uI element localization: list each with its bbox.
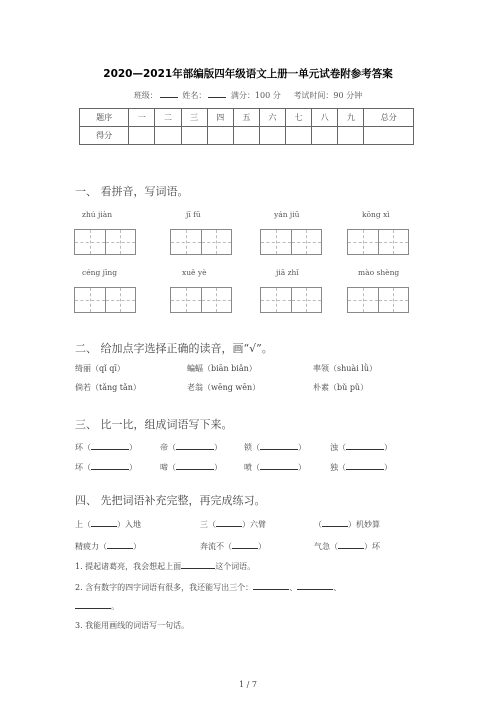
compare-char: 独（	[330, 463, 346, 472]
section-4-title: 四、 先把词语补充完整，再完成练习。	[75, 494, 266, 507]
compare-item[interactable]	[330, 461, 392, 473]
idiom-prefix: 精疲力（	[75, 542, 107, 551]
close-paren: ）	[129, 463, 137, 472]
answer-blank[interactable]	[260, 441, 298, 450]
answer-blank[interactable]	[107, 540, 133, 549]
answer-blank[interactable]	[346, 461, 384, 470]
class-blank	[160, 97, 178, 98]
score-cell[interactable]	[129, 127, 155, 145]
answer-blank[interactable]	[91, 518, 117, 527]
score-cell[interactable]	[233, 127, 259, 145]
idiom-suffix: ）六臂	[242, 520, 266, 529]
score-table	[79, 108, 414, 145]
section-2-title: 二、 给加点字选择正确的读音，画“√”。	[75, 342, 273, 355]
reading-choice[interactable]: 朴素（bǔ pǔ）	[313, 383, 369, 392]
compare-char: 帝（	[160, 443, 176, 452]
question-2	[75, 581, 341, 593]
compare-char: 啼（	[160, 463, 176, 472]
answer-blank[interactable]	[91, 461, 129, 470]
idiom-prefix: （	[314, 520, 322, 529]
compare-item[interactable]	[244, 441, 306, 453]
reading-choice[interactable]: 率领（shuài lǜ）	[313, 364, 377, 373]
idiom-suffix: ）入地	[117, 520, 141, 529]
compare-item[interactable]	[75, 461, 137, 473]
answer-blank[interactable]	[176, 441, 214, 450]
pinyin-label: jī fū	[186, 210, 201, 219]
score-cell: 六	[259, 109, 285, 127]
question-text: 2. 含有数字的四字词语有很多，我还能写出三个：	[75, 583, 254, 592]
compare-item[interactable]	[160, 461, 222, 473]
idiom-item[interactable]	[314, 518, 380, 530]
idiom-prefix: 气急（	[314, 542, 338, 551]
score-cell: 总分	[364, 109, 414, 127]
separator: 、	[333, 583, 342, 592]
pinyin-label: xuě yè	[182, 268, 207, 277]
writing-grid[interactable]	[170, 287, 232, 313]
close-paren: ）	[384, 443, 392, 452]
compare-item[interactable]	[75, 441, 137, 453]
score-cell: 三	[181, 109, 207, 127]
pinyin-label: kōng xì	[362, 210, 390, 219]
compare-item[interactable]	[330, 441, 392, 453]
score-cell[interactable]	[155, 127, 181, 145]
score-cell[interactable]	[312, 127, 338, 145]
score-value-row	[80, 127, 414, 145]
reading-choice[interactable]: 蝙蝠（biān biǎn）	[187, 364, 257, 373]
close-paren: ）	[214, 463, 222, 472]
writing-grid[interactable]	[260, 287, 322, 313]
period: 。	[111, 602, 119, 611]
idiom-suffix: ）机妙算	[348, 520, 380, 529]
answer-blank[interactable]	[297, 581, 333, 590]
section-3-title: 三、 比一比，组成词语写下来。	[75, 418, 233, 431]
idiom-item[interactable]	[200, 518, 266, 530]
question-text: 1. 提起诸葛亮，我会想起上面	[75, 562, 182, 571]
reading-choice[interactable]: 倘若（tǎng tǎn）	[75, 383, 141, 392]
score-cell: 二	[155, 109, 181, 127]
answer-blank[interactable]	[346, 441, 384, 450]
answer-blank[interactable]	[75, 600, 111, 609]
close-paren: ）	[129, 443, 137, 452]
separator: 、	[289, 583, 298, 592]
answer-blank[interactable]	[232, 540, 258, 549]
score-cell: 九	[338, 109, 364, 127]
score-cell: 得分	[80, 127, 129, 145]
compare-char: 喷（	[244, 463, 260, 472]
score-cell[interactable]	[364, 127, 414, 145]
writing-grid[interactable]	[347, 287, 409, 313]
page-title: 2020—2021年部编版四年级语文上册一单元试卷附参考答案	[103, 68, 393, 80]
idiom-prefix: 三（	[200, 520, 216, 529]
answer-blank[interactable]	[181, 560, 215, 569]
compare-item[interactable]	[244, 461, 306, 473]
close-paren: ）	[384, 463, 392, 472]
score-cell: 题序	[80, 109, 129, 127]
question-text: 这个词语。	[215, 562, 256, 571]
name-label: 姓名：	[182, 91, 207, 100]
pinyin-label: zhú jiàn	[82, 210, 113, 219]
class-label: 班级：	[133, 91, 158, 100]
answer-blank[interactable]	[91, 441, 129, 450]
compare-char: 坏（	[75, 463, 91, 472]
idiom-item[interactable]	[200, 540, 266, 552]
answer-blank[interactable]	[338, 540, 364, 549]
pinyin-label: yán jiū	[274, 210, 300, 219]
exam-info	[0, 90, 496, 101]
score-cell[interactable]	[181, 127, 207, 145]
name-blank	[208, 97, 226, 98]
pinyin-label: jiā zhǐ	[276, 268, 299, 277]
close-paren: ）	[298, 463, 306, 472]
reading-choice[interactable]: 老翁（wēng wēn）	[187, 383, 261, 392]
time-label: 考试时间：90 分钟	[293, 91, 363, 100]
idiom-item[interactable]	[75, 518, 141, 530]
compare-char: 环（	[75, 443, 91, 452]
idiom-item[interactable]	[314, 540, 380, 552]
score-cell[interactable]	[286, 127, 312, 145]
writing-grid[interactable]	[74, 287, 136, 313]
idiom-prefix: 上（	[75, 520, 91, 529]
idiom-suffix: ）坏	[364, 542, 380, 551]
idiom-item[interactable]	[75, 540, 141, 552]
question-2-continued	[75, 600, 119, 612]
section-1-title: 一、 看拼音，写词语。	[75, 185, 189, 198]
score-cell: 五	[233, 109, 259, 127]
reading-choice[interactable]: 绮丽（qǐ qī）	[75, 364, 125, 373]
writing-grid[interactable]	[170, 229, 232, 255]
compare-char: 锁（	[244, 443, 260, 452]
writing-grid[interactable]	[260, 229, 322, 255]
question-3: 3. 我能用画线的词语写一句话。	[75, 621, 190, 630]
answer-blank[interactable]	[260, 461, 298, 470]
answer-blank[interactable]	[216, 518, 242, 527]
question-1	[75, 560, 255, 572]
score-cell: 一	[129, 109, 155, 127]
compare-char: 浊（	[330, 443, 346, 452]
pinyin-label: mào shèng	[358, 268, 400, 277]
idiom-suffix: ）	[133, 542, 141, 551]
score-cell: 四	[207, 109, 233, 127]
close-paren: ）	[298, 443, 306, 452]
score-label: 满分：100 分	[230, 91, 281, 100]
answer-blank[interactable]	[253, 581, 289, 590]
page-number: 1 / 7	[239, 680, 257, 689]
score-cell: 八	[312, 109, 338, 127]
score-cell[interactable]	[259, 127, 285, 145]
writing-grid[interactable]	[74, 229, 136, 255]
idiom-suffix: ）	[258, 542, 266, 551]
close-paren: ）	[214, 443, 222, 452]
score-header-row	[80, 109, 414, 127]
score-cell[interactable]	[207, 127, 233, 145]
score-cell: 七	[286, 109, 312, 127]
writing-grid[interactable]	[347, 229, 409, 255]
idiom-prefix: 奔流不（	[200, 542, 232, 551]
answer-blank[interactable]	[176, 461, 214, 470]
answer-blank[interactable]	[322, 518, 348, 527]
score-cell[interactable]	[338, 127, 364, 145]
pinyin-label: céng jīng	[82, 268, 118, 277]
compare-item[interactable]	[160, 441, 222, 453]
